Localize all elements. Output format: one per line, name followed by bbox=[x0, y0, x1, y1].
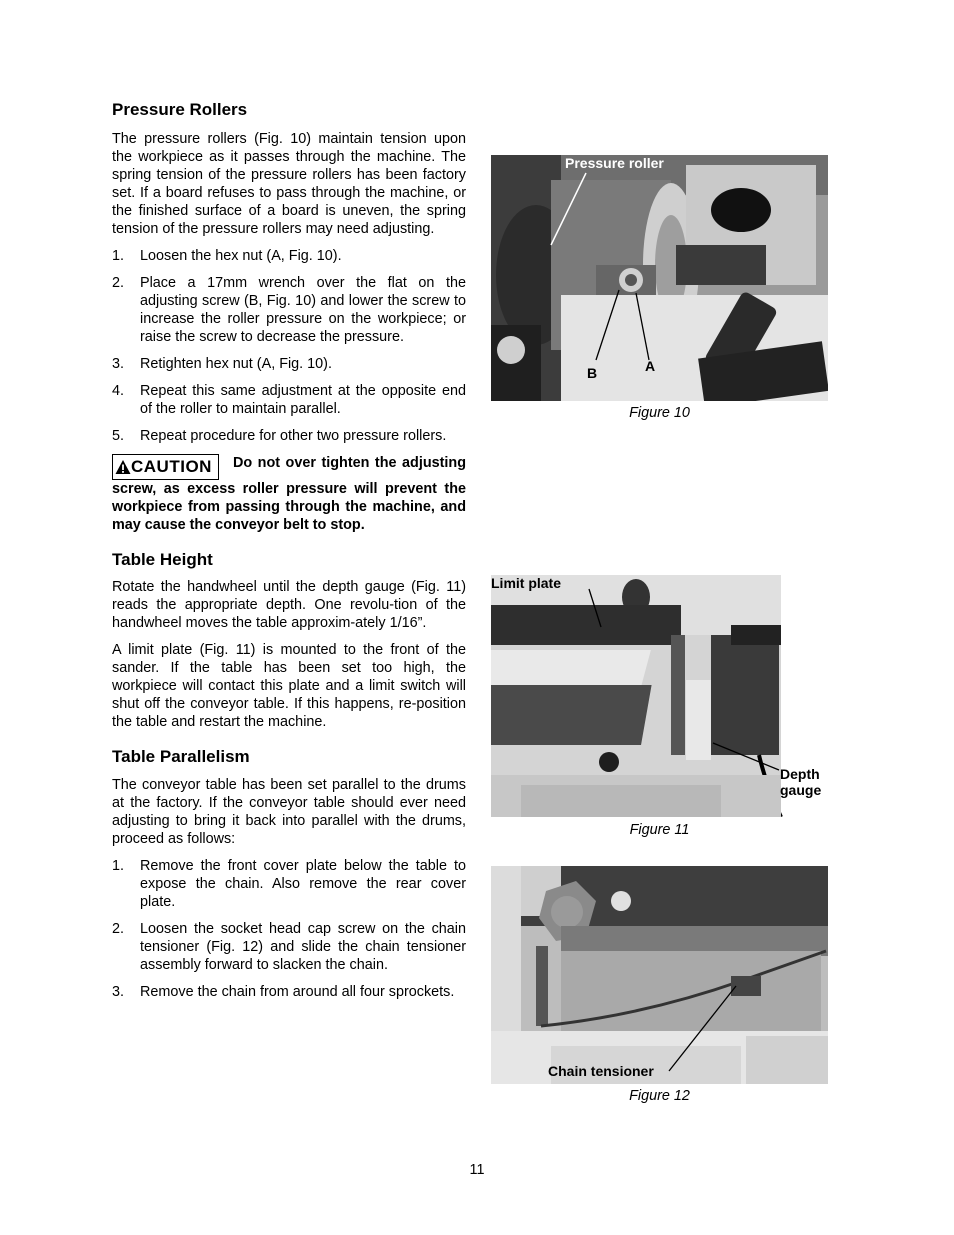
figure-10-photo bbox=[491, 155, 828, 401]
list-item bbox=[112, 857, 466, 911]
caution-label: CAUTION bbox=[131, 457, 212, 476]
limit-plate-photo bbox=[491, 575, 828, 817]
step-number: 3. bbox=[112, 356, 125, 372]
heading-table-height: Table Height bbox=[112, 550, 213, 569]
left-column bbox=[112, 100, 466, 1001]
list-item bbox=[112, 274, 466, 346]
step-number: 4. bbox=[112, 383, 125, 399]
figure-11-caption: Figure 11 bbox=[629, 822, 690, 838]
list-item bbox=[112, 247, 466, 265]
step-number: 1. bbox=[112, 858, 125, 874]
table-height-para-2: A limit plate (Fig. 11) is mounted to the front of the sander. If the table has been set too high, the workpiece will contact this plate and a limit switch will shut off the conveyor table. If this happens, re-position the table and restart the machine. bbox=[112, 642, 466, 730]
label-b: B bbox=[587, 365, 598, 381]
chain-tensioner-photo bbox=[491, 866, 828, 1084]
page-number: 11 bbox=[469, 1162, 485, 1178]
pressure-roller-photo bbox=[491, 155, 828, 401]
step-number: 2. bbox=[112, 275, 125, 291]
step-number: 1. bbox=[112, 248, 125, 264]
step-text: Loosen the hex nut (A, Fig. 10). bbox=[140, 248, 342, 264]
step-number: 2. bbox=[112, 921, 125, 937]
caution-text: Do not over tighten the adjusting screw, as excess roller pressure will prevent the workpiece from passing through the machine, and may cause the conveyor belt to stop. bbox=[112, 455, 466, 533]
label-limit-plate: Limit plate bbox=[491, 575, 562, 591]
figure-11-photo bbox=[491, 575, 828, 817]
heading-table-parallelism: Table Parallelism bbox=[112, 747, 250, 766]
step-list bbox=[112, 247, 466, 445]
list-item bbox=[112, 427, 466, 445]
label-gauge: gauge bbox=[780, 782, 822, 798]
step-number: 3. bbox=[112, 984, 125, 1000]
list-item bbox=[112, 382, 466, 418]
step-text: Retighten hex nut (A, Fig. 10). bbox=[140, 356, 332, 372]
step-number: 5. bbox=[112, 428, 125, 444]
warning-icon bbox=[115, 459, 131, 475]
label-a: A bbox=[645, 358, 656, 374]
figure-10-caption: Figure 10 bbox=[629, 405, 690, 421]
pressure-rollers-intro: The pressure rollers (Fig. 10) maintain tension upon the workpiece as it passes through the machine. The spring tension of the pressure rollers has been factory set. If a board refuses to pass through the machine, or the finished surface of a board is uneven, the spring tension of the pressure rollers may need adjusting. bbox=[112, 131, 466, 237]
step-text: Remove the chain from around all four sprockets. bbox=[140, 984, 455, 1000]
step-text: Repeat procedure for other two pressure rollers. bbox=[140, 428, 447, 444]
heading-pressure-rollers: Pressure Rollers bbox=[112, 100, 248, 119]
label-depth: Depth bbox=[780, 766, 820, 782]
figure-12-photo bbox=[491, 866, 828, 1084]
figure-12-caption: Figure 12 bbox=[629, 1088, 690, 1104]
step-list bbox=[112, 857, 466, 1001]
list-item bbox=[112, 355, 466, 373]
list-item bbox=[112, 920, 466, 974]
step-text: Repeat this same adjustment at the opposite end of the roller to maintain parallel. bbox=[140, 383, 466, 417]
list-item bbox=[112, 983, 466, 1001]
caution-badge bbox=[112, 454, 219, 480]
caution-notice bbox=[112, 454, 466, 534]
label-chain-tensioner: Chain tensioner bbox=[548, 1063, 654, 1079]
table-height-para-1: Rotate the handwheel until the depth gauge (Fig. 11) reads the appropriate depth. One revolu-tion of the handwheel moves the table approxim-ately 1/16”. bbox=[112, 579, 466, 631]
table-parallelism-intro: The conveyor table has been set parallel to the drums at the factory. If the conveyor table should ever need adjusting to bring it back into parallel with the drums, proceed as follows: bbox=[112, 777, 466, 847]
step-text: Loosen the socket head cap screw on the chain tensioner (Fig. 12) and slide the chain tensioner assembly forward to slacken the chain. bbox=[140, 921, 466, 973]
label-pressure-roller: Pressure roller bbox=[565, 155, 664, 171]
step-text: Remove the front cover plate below the table to expose the chain. Also remove the rear cover plate. bbox=[140, 858, 466, 910]
step-text: Place a 17mm wrench over the flat on the adjusting screw (B, Fig. 10) and lower the screw to increase the roller pressure on the workpiece; or raise the screw to decrease the pressure. bbox=[140, 275, 466, 345]
